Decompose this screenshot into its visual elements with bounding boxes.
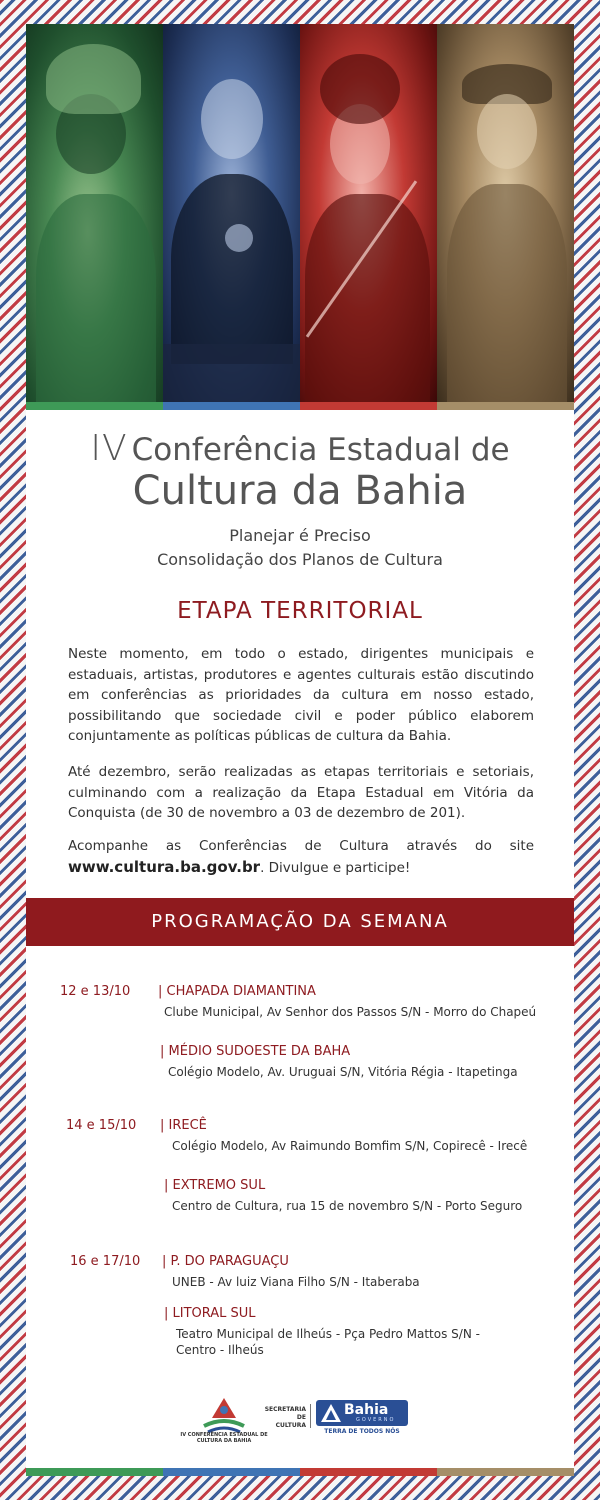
secretaria-line-2: CULTURA bbox=[275, 1422, 306, 1429]
schedule-region: | P. DO PARAGUAÇU bbox=[162, 1254, 289, 1269]
bahia-governo-logo bbox=[316, 1400, 408, 1426]
schedule-date: 14 e 15/10 bbox=[66, 1118, 137, 1133]
schedule-date: 16 e 17/10 bbox=[70, 1254, 141, 1269]
schedule-region: | IRECÊ bbox=[160, 1118, 207, 1133]
site-link[interactable]: www.cultura.ba.gov.br bbox=[68, 857, 261, 876]
poster-card bbox=[26, 24, 574, 1476]
title-roman: IV bbox=[90, 428, 128, 469]
schedule-address: Centro de Cultura, rua 15 de novembro S/N - Porto Seguro bbox=[172, 1199, 523, 1213]
title-text: Conferência Estadual de bbox=[131, 432, 510, 468]
schedule-address-line-2: Centro - Ilheús bbox=[176, 1343, 264, 1357]
paragraph-1: Neste momento, em todo o estado, dirigentes municipais e estaduais, artistas, produtores e agentes culturais estão discutindo em conferências as prioridades da cultura em nosso estado, possibilitando que sociedade civil e poder público elaborem conjuntamente as políticas públicas de cultura da Bahia. bbox=[68, 646, 534, 744]
schedule-address: UNEB - Av luiz Viana Filho S/N - Itaberaba bbox=[172, 1275, 420, 1289]
schedule-date: 12 e 13/10 bbox=[60, 984, 131, 999]
governo-word: GOVERNO bbox=[356, 1417, 396, 1423]
schedule-address: Teatro Municipal de Ilheús - Pça Pedro Mattos S/N - bbox=[176, 1327, 480, 1341]
photo-strip bbox=[26, 24, 574, 410]
schedule-address: Colégio Modelo, Av. Uruguai S/N, Vitória Régia - Itapetinga bbox=[168, 1065, 518, 1079]
section-heading: ETAPA TERRITORIAL bbox=[177, 598, 423, 624]
schedule-address: Colégio Modelo, Av Raimundo Bomfim S/N, Copirecê - Irecê bbox=[172, 1139, 528, 1153]
photo-dj bbox=[163, 24, 300, 410]
schedule-region: | EXTREMO SUL bbox=[164, 1178, 266, 1193]
conference-logo-caption: IV CONFERÊNCIA ESTADUAL DE CULTURA DA BAHIA bbox=[180, 1432, 268, 1444]
subtitle-1: Planejar é Preciso bbox=[229, 526, 371, 545]
photo-old-man-hat bbox=[437, 24, 574, 410]
secretaria-line-1: SECRETARIA DE bbox=[264, 1406, 306, 1421]
paragraph-3 bbox=[68, 836, 534, 878]
subtitle-2: Consolidação dos Planos de Cultura bbox=[157, 550, 443, 569]
bahia-mark-icon bbox=[320, 1403, 342, 1423]
schedule-region: | CHAPADA DIAMANTINA bbox=[158, 984, 316, 999]
photo-violinist bbox=[300, 24, 437, 410]
logo-divider bbox=[310, 1404, 311, 1428]
bahia-tagline: TERRA DE TODOS NÓS bbox=[324, 1428, 400, 1435]
bahia-word: Bahia bbox=[344, 1402, 389, 1418]
schedule-banner: PROGRAMAÇÃO DA SEMANA bbox=[26, 898, 574, 946]
photo-woman-headwrap bbox=[26, 24, 163, 410]
schedule-region: | MÉDIO SUDOESTE DA BAHA bbox=[160, 1044, 351, 1059]
title-line-1 bbox=[26, 428, 574, 469]
secretaria-label bbox=[254, 1406, 306, 1430]
footer-logos bbox=[26, 1390, 574, 1450]
paragraph-2: Até dezembro, serão realizadas as etapas territoriais e setoriais, culminando com a realização da Etapa Estadual em Vitória da Conquista (de 30 de novembro a 03 de dezembro de 201). bbox=[68, 764, 534, 821]
schedule-region: | LITORAL SUL bbox=[164, 1306, 256, 1321]
title-line-2: Cultura da Bahia bbox=[132, 468, 468, 514]
schedule-address: Clube Municipal, Av Senhor dos Passos S/N - Morro do Chapeú bbox=[164, 1005, 537, 1019]
paragraph-3-pre: Acompanhe as Conferências de Cultura através do site bbox=[68, 838, 534, 854]
bottom-color-bars bbox=[26, 1468, 574, 1476]
paragraph-3-post: . Divulgue e participe! bbox=[260, 859, 411, 876]
